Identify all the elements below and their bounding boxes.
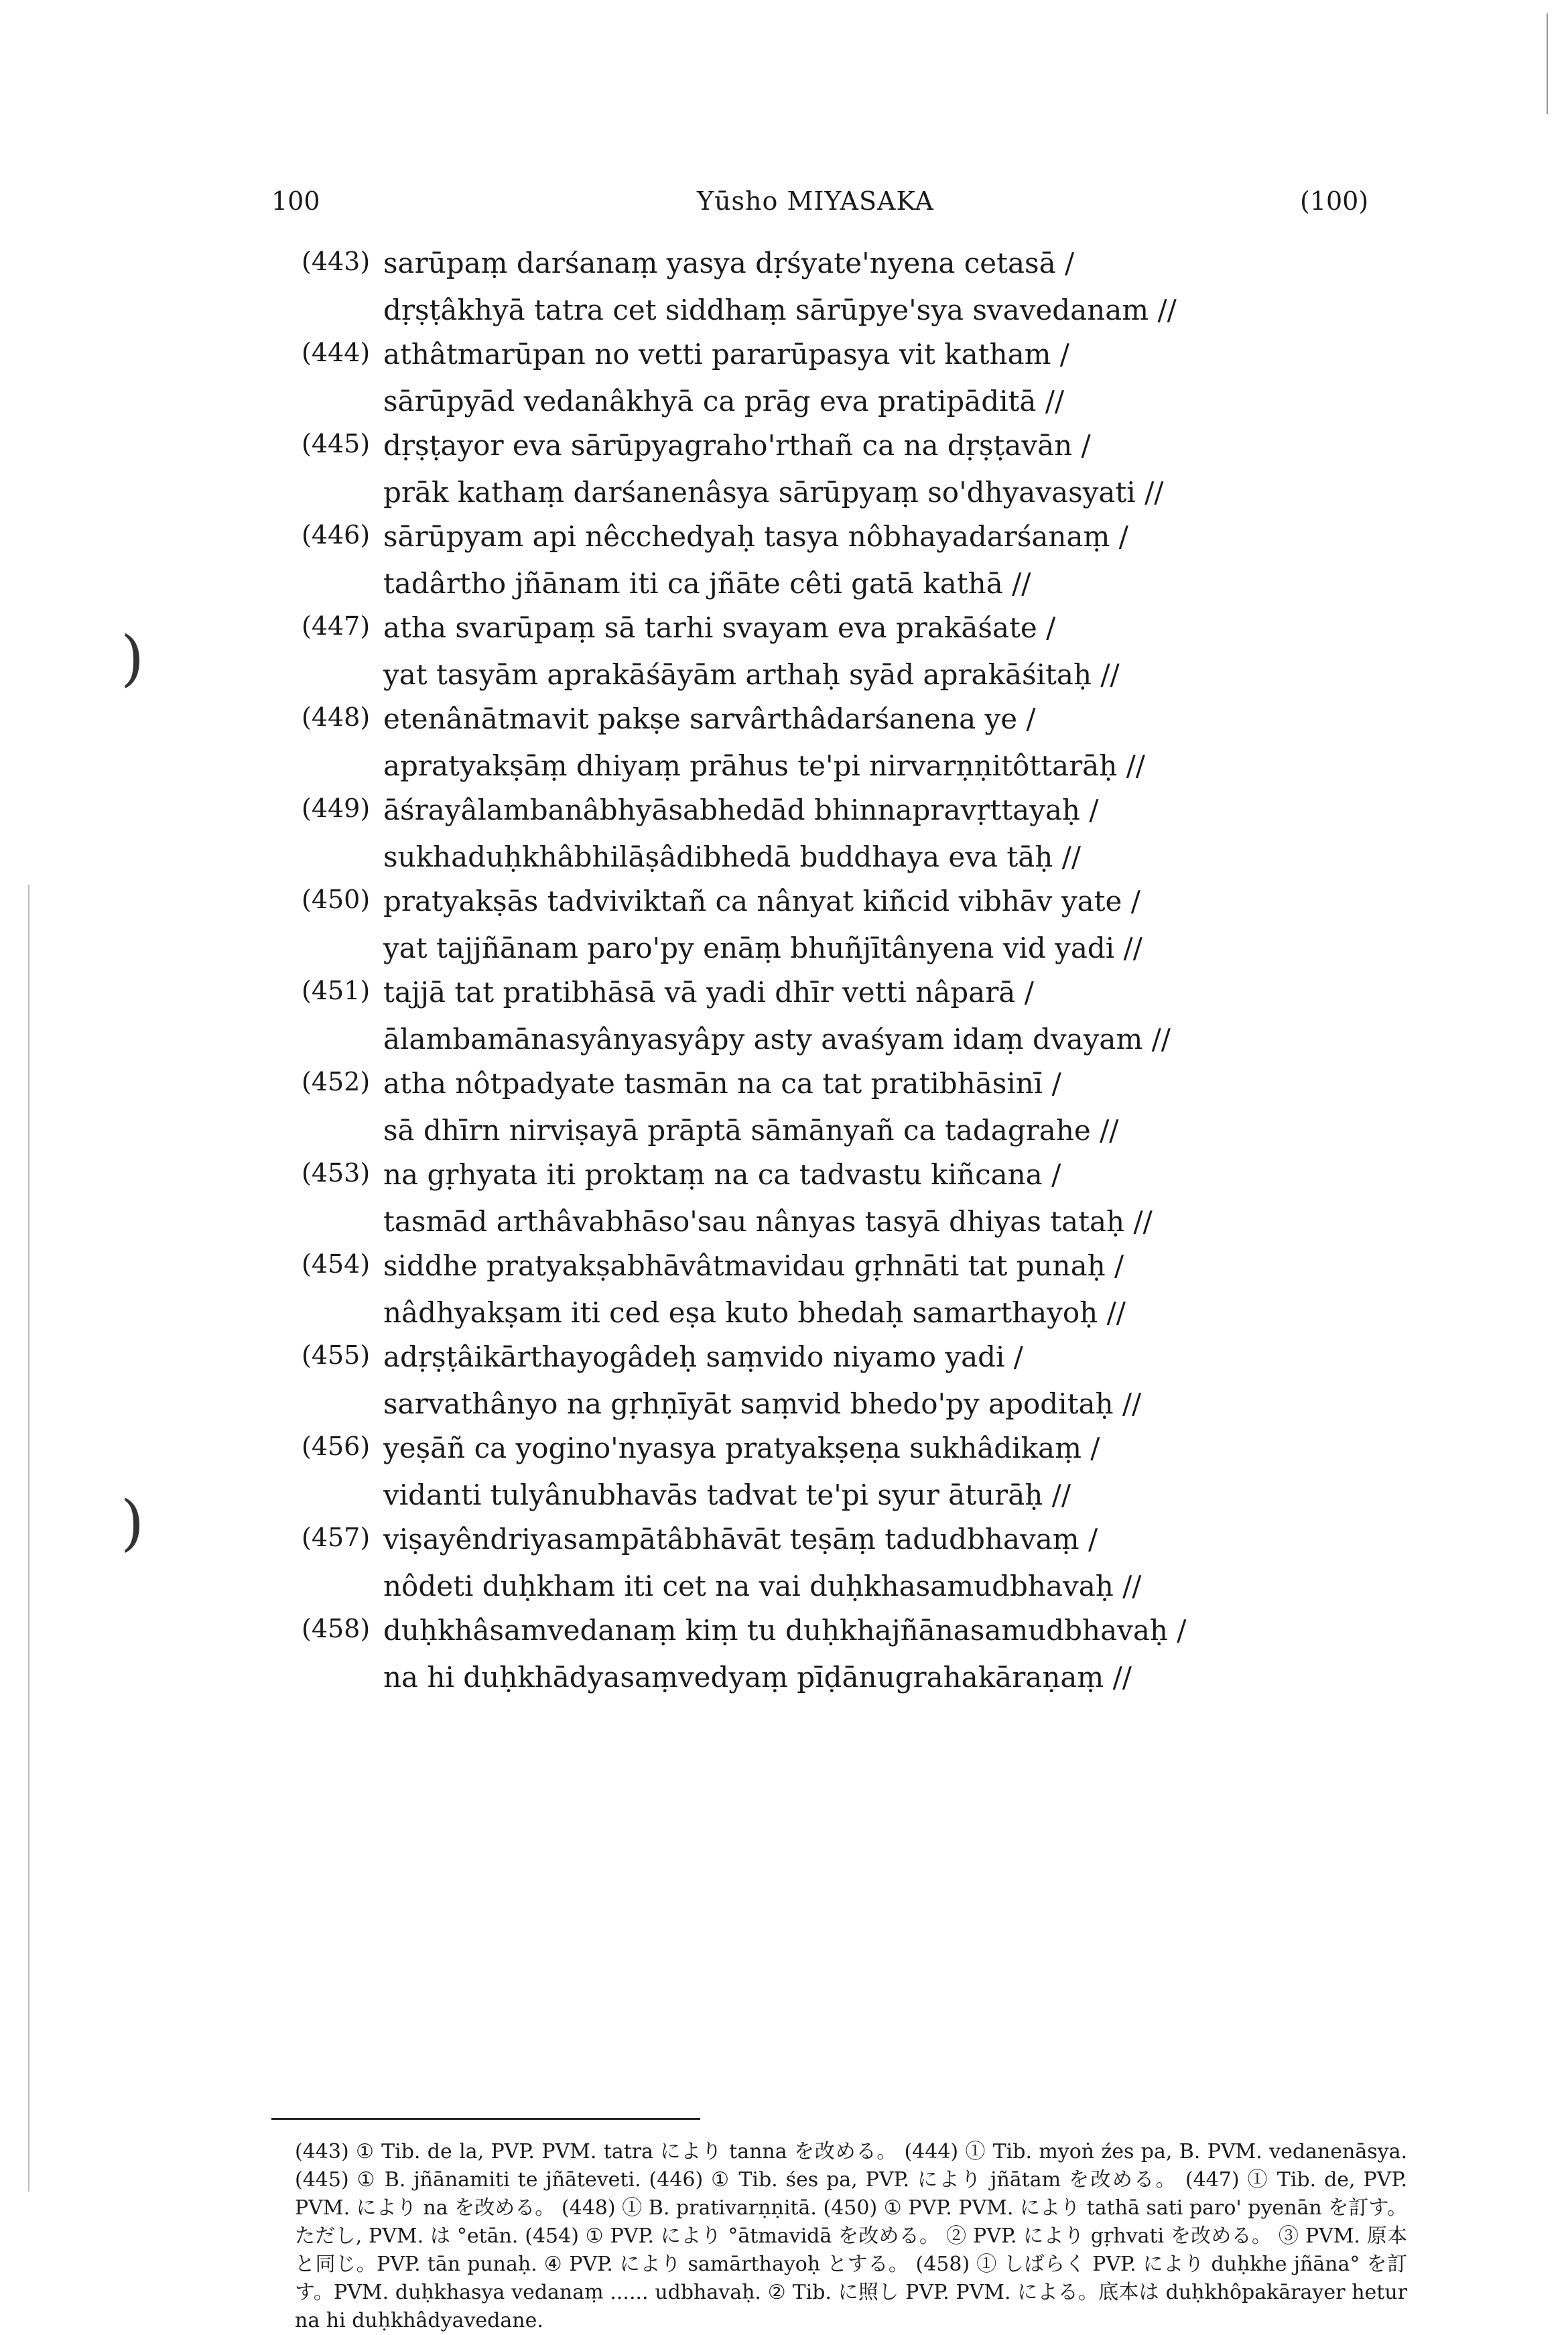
verse-number: (444) <box>302 338 371 367</box>
verse-line-1: siddhe pratyakṣabhāvâtmavidau gṛhnāti tat punaḥ / <box>383 1249 1124 1282</box>
verse-line-1: etenânātmavit pakṣe sarvârthâdarśanena ye / <box>383 702 1036 735</box>
verse <box>0 1243 1568 1334</box>
verse-line-1: duḥkhâsamvedanaṃ kiṃ tu duḥkhajñānasamudbhavaḥ / <box>383 1614 1187 1647</box>
verse-number: (454) <box>302 1249 371 1279</box>
verse-line-2: yat tajjñānam paro'py enāṃ bhuñjītânyena vid yadi // <box>383 932 1142 964</box>
verse <box>0 1334 1568 1425</box>
verse-line-2: tasmād arthâvabhāso'sau nânyas tasyā dhiyas tataḥ // <box>383 1205 1153 1238</box>
verse-line-2: sukhaduḥkhâbhilāṣâdibhedā buddhaya eva tāḥ // <box>383 840 1081 873</box>
margin-mark-bottom: ) <box>121 1488 145 1558</box>
verse-number: (448) <box>302 702 371 732</box>
verse-line-2: nâdhyakṣam iti ced eṣa kuto bhedaḥ samarthayoḥ // <box>383 1296 1126 1329</box>
page-number-right: (100) <box>1300 186 1369 216</box>
footnotes: (443) ① Tib. de la, PVP. PVM. tatra により tanna を改める。 (444) ① Tib. myoṅ źes pa, B. PVM. vedanenāsya. (445) ① B. jñānamiti te jñāteveti. (446) ① Tib. śes pa, PVP. により jñātam を改める。 (447) ① Tib. de, PVP. PVM. により na を改める。 (448) ① B. prativarṇṇitā. (450) ① PVP. PVM. により tathā sati paro' pyenān を訂す。ただし, PVM. は °etān. (454) ① PVP. により °ātmavidā を改める。 ② PVP. により gṛhvati を改める。 ③ PVM. 原本と同じ。PVP. tān punaḥ. ④ PVP. により samārthayoḥ とする。 (458) ① しばらく PVP. により duḥkhe jñāna° を訂す。PVM. duḥkhasya vedanaṃ ...... udbhavaḥ. ② Tib. に照し PVP. PVM. による。底本は duḥkhôpakārayer hetur na hi duḥkhâdyavedane. <box>295 2140 1407 2332</box>
corner-mark <box>1541 13 1548 114</box>
verse-line-1: yeṣāñ ca yogino'nyasya pratyakṣeṇa sukhâdikaṃ / <box>383 1432 1100 1464</box>
running-title: Yūsho MIYASAKA <box>697 186 934 216</box>
verse-line-2: sārūpyād vedanâkhyā ca prāg eva pratipāditā // <box>383 385 1065 418</box>
verse <box>0 1151 1568 1243</box>
verse <box>0 969 1568 1060</box>
verse-line-1: atha svarūpaṃ sā tarhi svayam eva prakāśate / <box>383 611 1056 644</box>
verse <box>0 605 1568 696</box>
verse-number: (456) <box>302 1432 371 1461</box>
verse <box>0 696 1568 787</box>
verse-line-2: sā dhīrn nirviṣayā prāptā sāmānyañ ca tadagrahe // <box>383 1114 1119 1147</box>
verse-line-2: sarvathânyo na gṛhṇīyāt saṃvid bhedo'py apoditaḥ // <box>383 1387 1142 1420</box>
verse-line-2: dṛṣṭâkhyā tatra cet siddhaṃ sārūpye'sya svavedanam // <box>383 294 1177 326</box>
verse-line-1: viṣayêndriyasampātâbhāvāt teṣāṃ tadudbhavaṃ / <box>383 1523 1098 1556</box>
verse-line-2: apratyakṣāṃ dhiyaṃ prāhus te'pi nirvarṇṇitôttarāḥ // <box>383 749 1145 782</box>
verse-number: (451) <box>302 976 371 1005</box>
verse-line-1: sarūpaṃ darśanaṃ yasya dṛśyate'nyena cetasā / <box>383 247 1075 279</box>
verse <box>0 1060 1568 1151</box>
verse <box>0 422 1568 513</box>
verse <box>0 878 1568 969</box>
verse-line-1: pratyakṣās tadviviktañ ca nânyat kiñcid vibhāv yate / <box>383 885 1140 918</box>
verse-line-1: dṛṣṭayor eva sārūpyagraho'rthañ ca na dṛṣṭavān / <box>383 429 1091 462</box>
verse-line-2: tadârtho jñānam iti ca jñāte cêti gatā kathā // <box>383 567 1031 600</box>
verse-number: (449) <box>302 794 371 823</box>
verse-list <box>0 240 1568 1698</box>
verse-line-1: āśrayâlambanâbhyāsabhedād bhinnapravṛttayaḥ / <box>383 794 1099 826</box>
verse-line-2: na hi duḥkhādyasaṃvedyaṃ pīḍānugrahakāraṇaṃ // <box>383 1661 1132 1694</box>
verse <box>0 240 1568 331</box>
verse-line-1: atha nôtpadyate tasmān na ca tat pratibhāsinī / <box>383 1067 1061 1100</box>
verse-line-2: vidanti tulyânubhavās tadvat te'pi syur āturāḥ // <box>383 1478 1071 1511</box>
verse <box>0 787 1568 878</box>
verse-line-1: tajjā tat pratibhāsā vā yadi dhīr vetti nâparā / <box>383 976 1034 1009</box>
verse-line-1: sārūpyam api nêcchedyaḥ tasya nôbhayadarśanaṃ / <box>383 520 1128 553</box>
verse <box>0 513 1568 605</box>
margin-mark-top: ) <box>121 623 145 694</box>
verse-number: (455) <box>302 1340 371 1370</box>
verse-number: (452) <box>302 1067 371 1096</box>
verse <box>0 1425 1568 1516</box>
verse-line-2: yat tasyām aprakāśāyām arthaḥ syād aprakāśitaḥ // <box>383 658 1120 691</box>
verse-line-1: athâtmarūpan no vetti pararūpasya vit katham / <box>383 338 1069 371</box>
page-number-left: 100 <box>271 186 320 216</box>
verse-line-2: prāk kathaṃ darśanenâsya sārūpyaṃ so'dhyavasyati // <box>383 476 1164 509</box>
verse-number: (443) <box>302 247 371 276</box>
verse-number: (457) <box>302 1523 371 1552</box>
verse-line-2: ālambamānasyânyasyâpy asty avaśyam idaṃ dvayam // <box>383 1023 1171 1056</box>
verse-line-1: adṛṣṭâikārthayogâdeḥ saṃvido niyamo yadi / <box>383 1340 1023 1373</box>
verse-number: (450) <box>302 885 371 914</box>
verse-number: (446) <box>302 520 371 550</box>
verse-number: (453) <box>302 1158 371 1188</box>
verse-number: (445) <box>302 429 371 458</box>
verse <box>0 1607 1568 1698</box>
footnote-rule <box>271 2118 700 2120</box>
verse-line-2: nôdeti duḥkham iti cet na vai duḥkhasamudbhavaḥ // <box>383 1570 1142 1602</box>
verse-line-1: na gṛhyata iti proktaṃ na ca tadvastu kiñcana / <box>383 1158 1061 1191</box>
verse <box>0 1516 1568 1607</box>
verse-number: (458) <box>302 1614 371 1643</box>
verse-number: (447) <box>302 611 371 641</box>
verse <box>0 331 1568 422</box>
